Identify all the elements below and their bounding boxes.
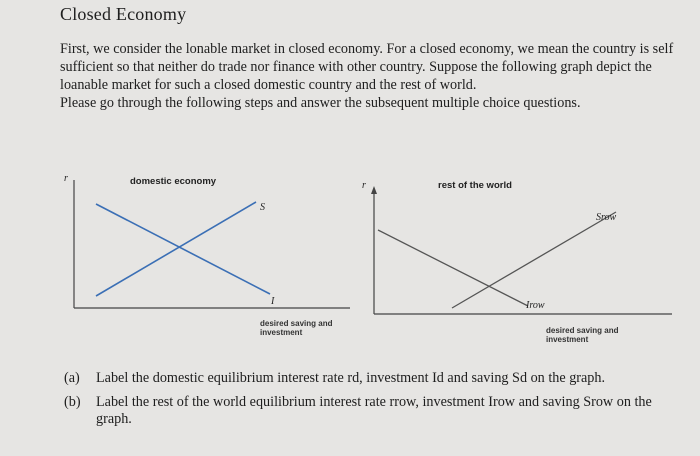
domestic-supply-label: S xyxy=(260,202,265,213)
question-list xyxy=(64,370,674,435)
row-demand-curve xyxy=(378,230,528,306)
row-x-axis-label-line1: desired saving and xyxy=(546,326,619,335)
row-graph-title: rest of the world xyxy=(438,180,512,191)
intro-text xyxy=(60,40,675,112)
domestic-x-axis-label-line2: investment xyxy=(260,328,303,337)
page-title: Closed Economy xyxy=(60,4,187,24)
intro-paragraph: First, we consider the lonable market in closed economy. For a closed economy, we mean the country is self sufficient so that neither do trade nor finance with other country. Suppose the following graph depict the loanable market for such a closed domestic country and the rest of world. xyxy=(60,41,674,93)
row-supply-curve xyxy=(452,212,616,308)
row-y-axis-label: r xyxy=(362,180,366,191)
question-item xyxy=(64,394,674,428)
domestic-graph xyxy=(64,173,350,337)
row-x-axis-label-line2: investment xyxy=(546,335,589,344)
loanable-market-graphs xyxy=(60,168,680,358)
question-number: (b) xyxy=(64,394,81,410)
instructions-paragraph: Please go through the following steps and answer the subsequent multiple choice questions. xyxy=(60,95,581,111)
row-y-axis-arrow xyxy=(371,186,377,194)
row-graph xyxy=(362,180,672,344)
question-number: (a) xyxy=(64,370,80,386)
question-text: Label the domestic equilibrium interest rate rd, investment Id and saving Sd on the graph. xyxy=(96,370,606,386)
domestic-graph-title: domestic economy xyxy=(130,176,217,187)
domestic-demand-label: I xyxy=(271,296,275,307)
domestic-x-axis-label-line1: desired saving and xyxy=(260,319,333,328)
question-text: Label the rest of the world equilibrium interest rate rrow, investment Irow and saving Srow on the graph. xyxy=(96,394,652,427)
row-supply-label: Srow xyxy=(596,212,617,223)
domestic-y-axis-label: r xyxy=(64,173,68,184)
row-demand-label: Irow xyxy=(526,300,545,311)
question-item xyxy=(64,370,674,387)
